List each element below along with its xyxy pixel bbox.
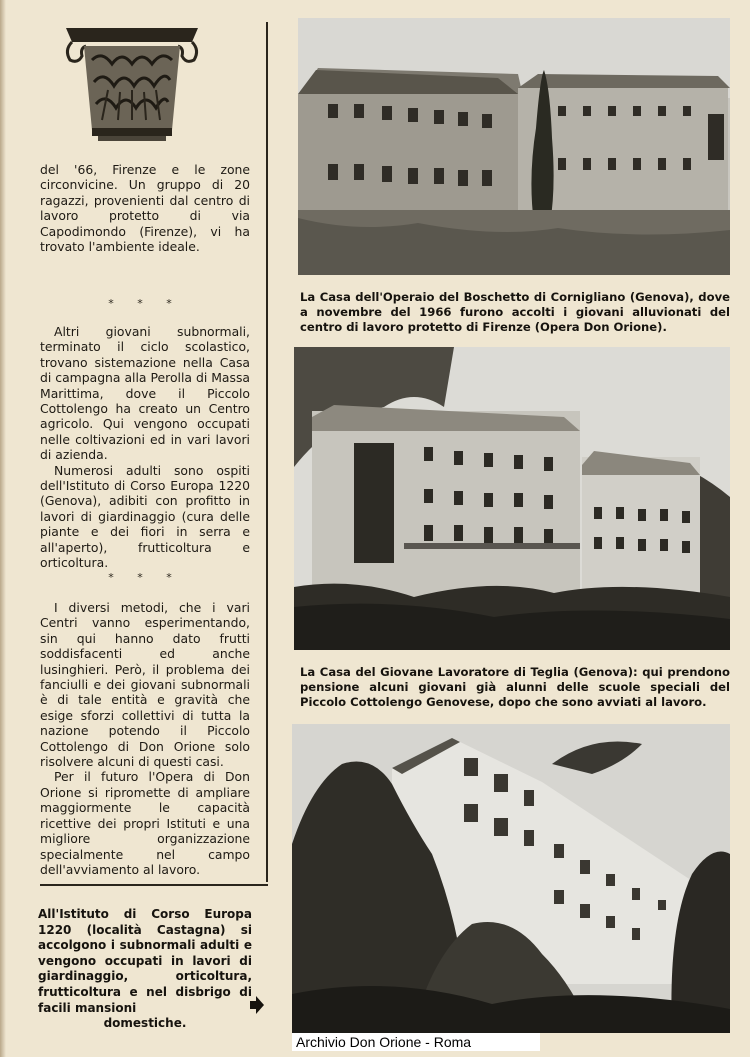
paragraph-text: del '66, Firenze e le zone circonvicine. Un gruppo di 20 ragazzi, provenienti dal centro di lavoro protetto di via Capodimondo (Firenze), vi ha trovato l'ambiente ideale. (40, 162, 250, 255)
photo-istituto-corso-europa (292, 724, 730, 1033)
page-edge (0, 0, 6, 1057)
caption-divider (40, 884, 268, 886)
side-caption (38, 907, 252, 1032)
photo-1-caption: La Casa dell'Operaio del Boschetto di Cornigliano (Genova), dove a novembre del 1966 furono accolti i giovani alluvionati del centro di lavoro protetto di Firenze (Opera Don Orione). (300, 290, 730, 334)
photo-casa-giovane-lavoratore (294, 347, 730, 650)
separator-stars: * * * (108, 571, 182, 584)
side-caption-text: All'Istituto di Corso Europa 1220 (località Castagna) si accolgono i subnormali adulti e vengono occupati in lavori di giardinaggio, orticoltura, frutticoltura e nel disbrigo di facili mansioni (38, 907, 252, 1015)
photo-2-caption: La Casa del Giovane Lavoratore di Teglia (Genova): qui prendono pensione alcuni giovani già alunni delle scuole speciali del Piccolo Cottolengo Genovese, dopo che sono avviati al lavoro. (300, 665, 730, 709)
corinthian-capital-icon (62, 20, 202, 150)
article-paragraph-3 (40, 600, 250, 877)
separator-stars: * * * (108, 297, 182, 310)
paragraph-text: Numerosi adulti sono ospiti dell'Istituto di Corso Europa 1220 (Genova), adibiti con profitto in lavori di giardinaggio (cura delle piante e dei fiori in serra e all'aperto), frutticoltura e orticoltura. (40, 462, 250, 571)
article-paragraph-2 (40, 324, 250, 571)
photo-casa-operaio (298, 18, 730, 275)
paragraph-text: Altri giovani subnormali, terminato il ciclo scolastico, trovano sistemazione nella Casa di campagna alla Perolla di Massa Marittima, dove il Piccolo Cottolengo ha creato un Centro agricolo. Qui vengono occupati nelle coltivazioni ed in vari lavori di azienda. (40, 324, 250, 463)
archive-footer-label: Archivio Don Orione - Roma (292, 1033, 540, 1051)
paragraph-text: I diversi metodi, che i vari Centri vanno esperimentando, sin qui hanno dato frutti soddisfacenti ed anche lusinghieri. Però, il problema dei fanciulli e dei giovani subnormali è di tale entità e gravità che esige sforzi collettivi di tutta la nazione potendo il Piccolo Cottolengo di Don Orione solo risolvere alcuni di questi casi. (40, 600, 250, 770)
column-divider (266, 22, 268, 882)
article-paragraph-1 (40, 162, 250, 254)
right-arrow-icon (250, 996, 264, 1014)
side-caption-last-line: domestiche. (103, 1016, 187, 1031)
paragraph-text: Per il futuro l'Opera di Don Orione si ripromette di ampliare maggiormente le capacità ricettive dei propri Istituti e una migliore organizzazione specialmente nel campo dell'avviamento al lavoro. (40, 769, 250, 877)
